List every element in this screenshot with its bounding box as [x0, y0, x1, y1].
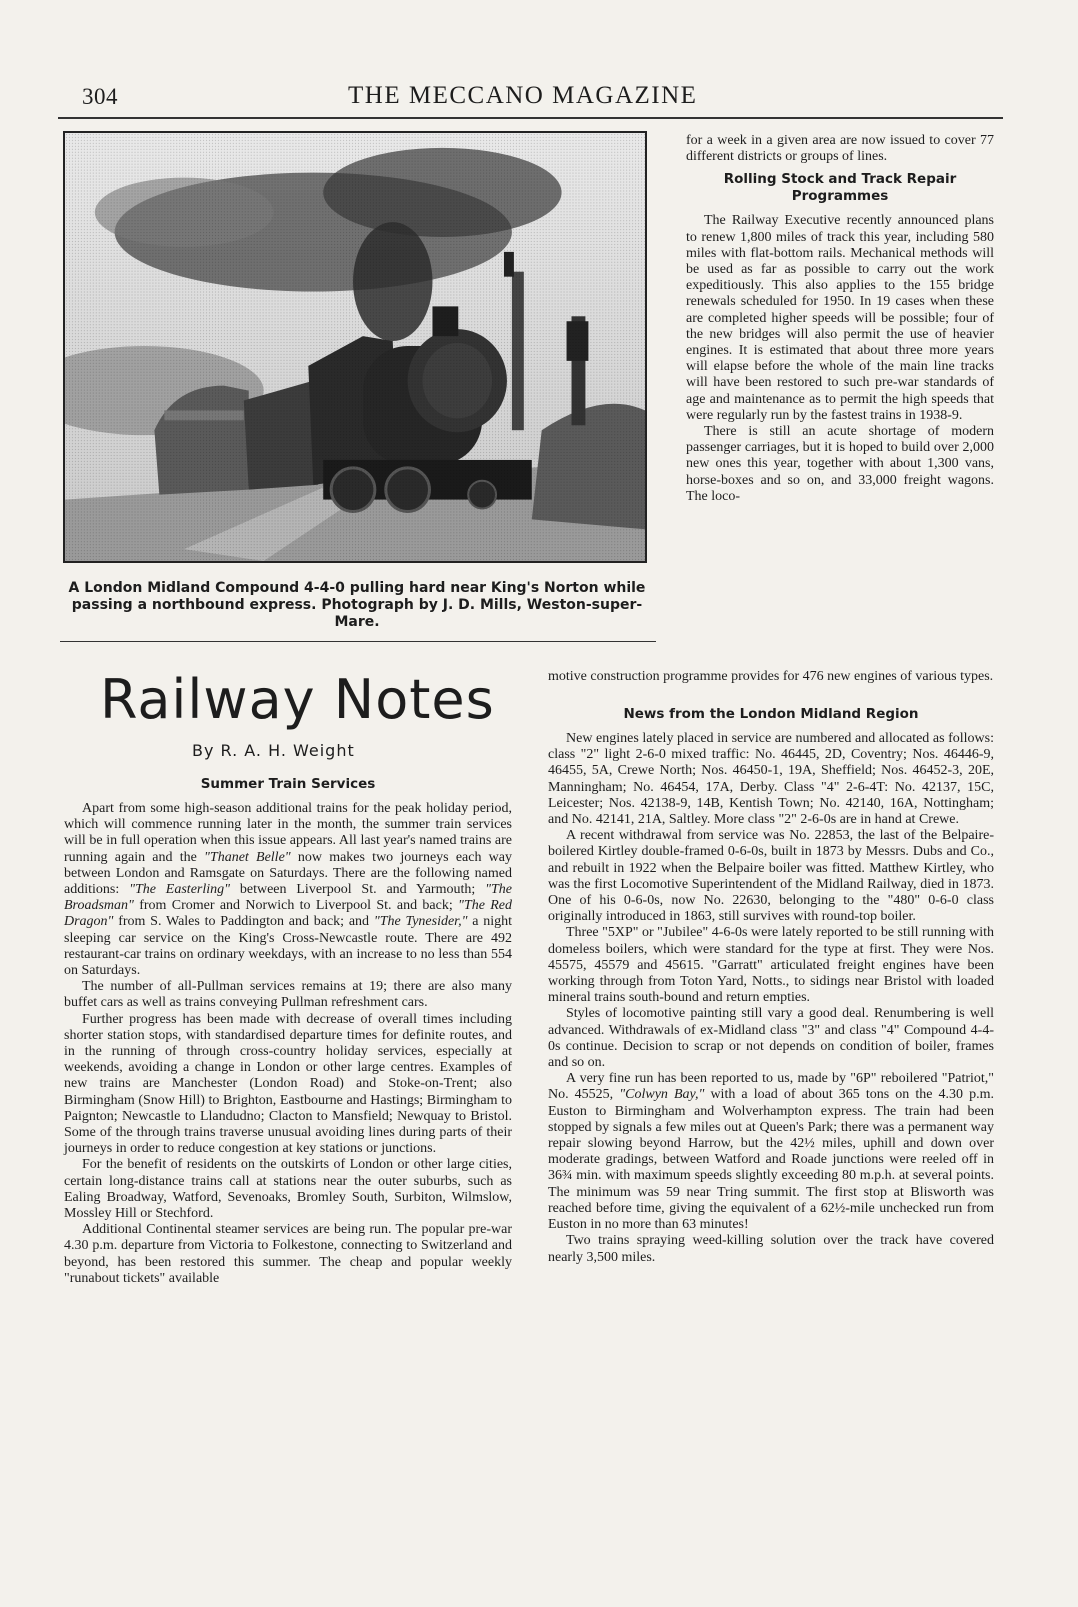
paragraph	[548, 1071, 994, 1233]
paragraph: There is still an acute shortage of modern passenger carriages, but it is hoped to build over 2,000 new ones this year, together with about 1,300 vans, horse-boxes and so on, and 33,000 freight wagons. The loco-	[686, 424, 994, 504]
paragraph-text: a night sleeping car service on the King's Cross-Newcastle route. There are 492 restaurant-car trains on ordinary weekdays, with an increase to no less than 554 on Saturdays.	[64, 914, 512, 979]
train-name: "The Tynesider,"	[373, 914, 468, 930]
paragraph-continuation	[548, 669, 994, 685]
section-heading-london-midland: News from the London Midland Region	[623, 706, 919, 722]
section-heading-rolling-stock: Rolling Stock and Track Repair Programmes	[723, 171, 957, 205]
paragraph: The number of all-Pullman services remains at 19; there are also many buffet cars as well as trains conveying Pullman refreshment cars.	[64, 979, 512, 1011]
article-byline: By R. A. H. Weight	[192, 741, 355, 760]
paragraph: Two trains spraying weed-killing solution over the track have covered nearly 3,500 miles.	[548, 1233, 994, 1265]
train-name: "The Easterling"	[129, 882, 231, 898]
right-column	[548, 706, 994, 1266]
train-name: "The Broadsman"	[64, 882, 512, 914]
article-title: Railway Notes	[100, 668, 495, 731]
paragraph: For the benefit of residents on the outskirts of London or other large cities, certain long-distance trains call at stations near the outer suburbs, such as Ealing Broadway, Watford, Sevenoaks, Bromley South, Surbiton, Wilmslow, Mossley Hill or Stechford.	[64, 1157, 512, 1222]
header-rule	[58, 117, 1003, 119]
paragraph-text: Apart from some high-season additional trains for the peak holiday period, which will commence running later in the month, the summer train services will be in full operation when this issue appears. All last year's named trains are running again and the	[64, 801, 512, 865]
locomotive-illustration	[65, 133, 645, 561]
paragraph-text: between Liverpool St. and Yarmouth;	[230, 882, 486, 898]
paragraph: for a week in a given area are now issued to cover 77 different districts or groups of lines.	[686, 133, 994, 165]
paragraph-text: from S. Wales to Paddington and back; and	[113, 914, 374, 930]
paragraph: Styles of locomotive painting still vary a good deal. Renumbering is well advanced. Withdrawals of ex-Midland class "3" and class "4" Compound 4-4-0s continue. Decision to scrap or not depends on condition of boiler, frames and so on.	[548, 1006, 994, 1071]
right-column-top	[686, 133, 994, 505]
page-number: 304	[82, 84, 118, 109]
paragraph: The Railway Executive recently announced plans to renew 1,800 miles of track this year, including 580 miles with flat-bottom rails. Mechanical methods will be used as far as possible to carry out the work expeditiously. This also applies to the 155 bridge renewals scheduled for 1950. In 19 cases when these are completed higher speeds will be possible; four of the new bridges will also permit the use of heavier engines. It is estimated that about three more years will elapse before the whole of the main line tracks will have been restored to such pre-war standards of age and maintenance as to permit the high speeds that were regularly run by the fastest trains in 1938-9.	[686, 213, 994, 423]
paragraph-text: A very fine run has been reported to us, made by "6P" reboilered "Patriot," No. 45525,	[548, 1071, 994, 1103]
left-column	[64, 770, 512, 1287]
paragraph-text: from Cromer and Norwich to Liverpool St. and back;	[133, 898, 459, 914]
caption-rule	[60, 641, 656, 642]
paragraph: Three "5XP" or "Jubilee" 4-6-0s were lately reported to be still running with domeless boilers, which were standard for the type at first. They were Nos. 45575, 45579 and 45615. "Garratt" articulated freight engines have been working through from Toton Yard, Notts., to sidings near Bristol with loaded mineral trains south-bound and return empties.	[548, 925, 994, 1006]
paragraph: New engines lately placed in service are numbered and allocated as follows: class "2" light 2-6-0 mixed traffic: No. 46445, 2D, Coventry; Nos. 46446-9, 46455, 5A, Crewe North; Nos. 46450-1, 19A, Sheffield; Nos. 46452-3, 20E, Manningham; No. 46454, 17A, Derby. Class "4" 2-6-4T: No. 42137, 15C, Leicester; Nos. 42138-9, 14B, Kentish Town; No. 42140, 16A, Nottingham; and No. 42141, 21A, Saltley. More class "2" 2-6-0s are in hand at Crewe.	[548, 731, 994, 828]
locomotive-photo	[63, 131, 647, 563]
locomotive-name: "Colwyn Bay,"	[619, 1087, 705, 1103]
paragraph: motive construction programme provides for 476 new engines of various types.	[548, 669, 994, 684]
paragraph-text: with a load of about 365 tons on the 4.30 p.m. Euston to Birmingham and Wolverhampton express. The train had been stopped by signals a few miles out at Queen's Park; there was a permanent way repair slowing beyond Harrow, but the 42½ miles, uphill and down over moderate gradings, between Watford and Roade junctions were reeled off in 36¾ min. with maximum speeds slightly exceeding 80 m.p.h. at several points. The minimum was 59 near Tring summit. The first stop at Blisworth was reached before time, giving the equivalent of a 62½-mile unchecked run from Euston in no more than 63 minutes!	[548, 1087, 994, 1233]
paragraph: Further progress has been made with decrease of overall times including shorter station stops, with standardised departure times for definite routes, and in the running of through cross-country holiday services, especially at weekends, avoiding a change in London or other large centres. Examples of new trains are Manchester (London Road) and Stoke-on-Trent; also Birmingham (Snow Hill) to Brighton, Eastbourne and Hastings; Birmingham to Paignton; Newcastle to Llandudno; Clacton to Mansfield; Newquay to Bristol. Some of the through trains traverse unusual avoiding lines during parts of their journeys in order to reduce congestion at key stations or junctions.	[64, 1011, 512, 1157]
train-name: "Thanet Belle"	[204, 849, 291, 865]
photo-caption: A London Midland Compound 4-4-0 pulling hard near King's Norton while passing a northbound express. Photograph by J. D. Mills, Weston-super-Mare.	[68, 580, 646, 630]
paragraph: A recent withdrawal from service was No. 22853, the last of the Belpaire-boilered Kirtley double-framed 0-6-0s, built in 1873 by Messrs. Dubs and Co., and rebuilt in 1922 when the Belpaire boiler was fitted. Matthew Kirtley, who was the first Locomotive Superintendent of the Midland Railway, died in 1873. One of his 0-6-0s, now No. 22630, belonging to the "480" 0-6-0 class originally introduced in 1863, still survives with round-top boiler.	[548, 828, 994, 925]
train-name: "The Red Dragon"	[64, 898, 512, 930]
paragraph-text: now makes two journeys each way between London and Ramsgate on Saturdays. There are the following named additions:	[64, 849, 513, 898]
paragraph: Additional Continental steamer services are being run. The popular pre-war 4.30 p.m. departure from Victoria to Folkestone, connecting to Switzerland and beyond, has been restored this summer. The cheap and popular weekly "runabout tickets" available	[64, 1222, 512, 1286]
magazine-title: THE MECCANO MAGAZINE	[348, 82, 698, 109]
section-heading-summer: Summer Train Services	[200, 776, 376, 792]
paragraph	[64, 801, 512, 979]
